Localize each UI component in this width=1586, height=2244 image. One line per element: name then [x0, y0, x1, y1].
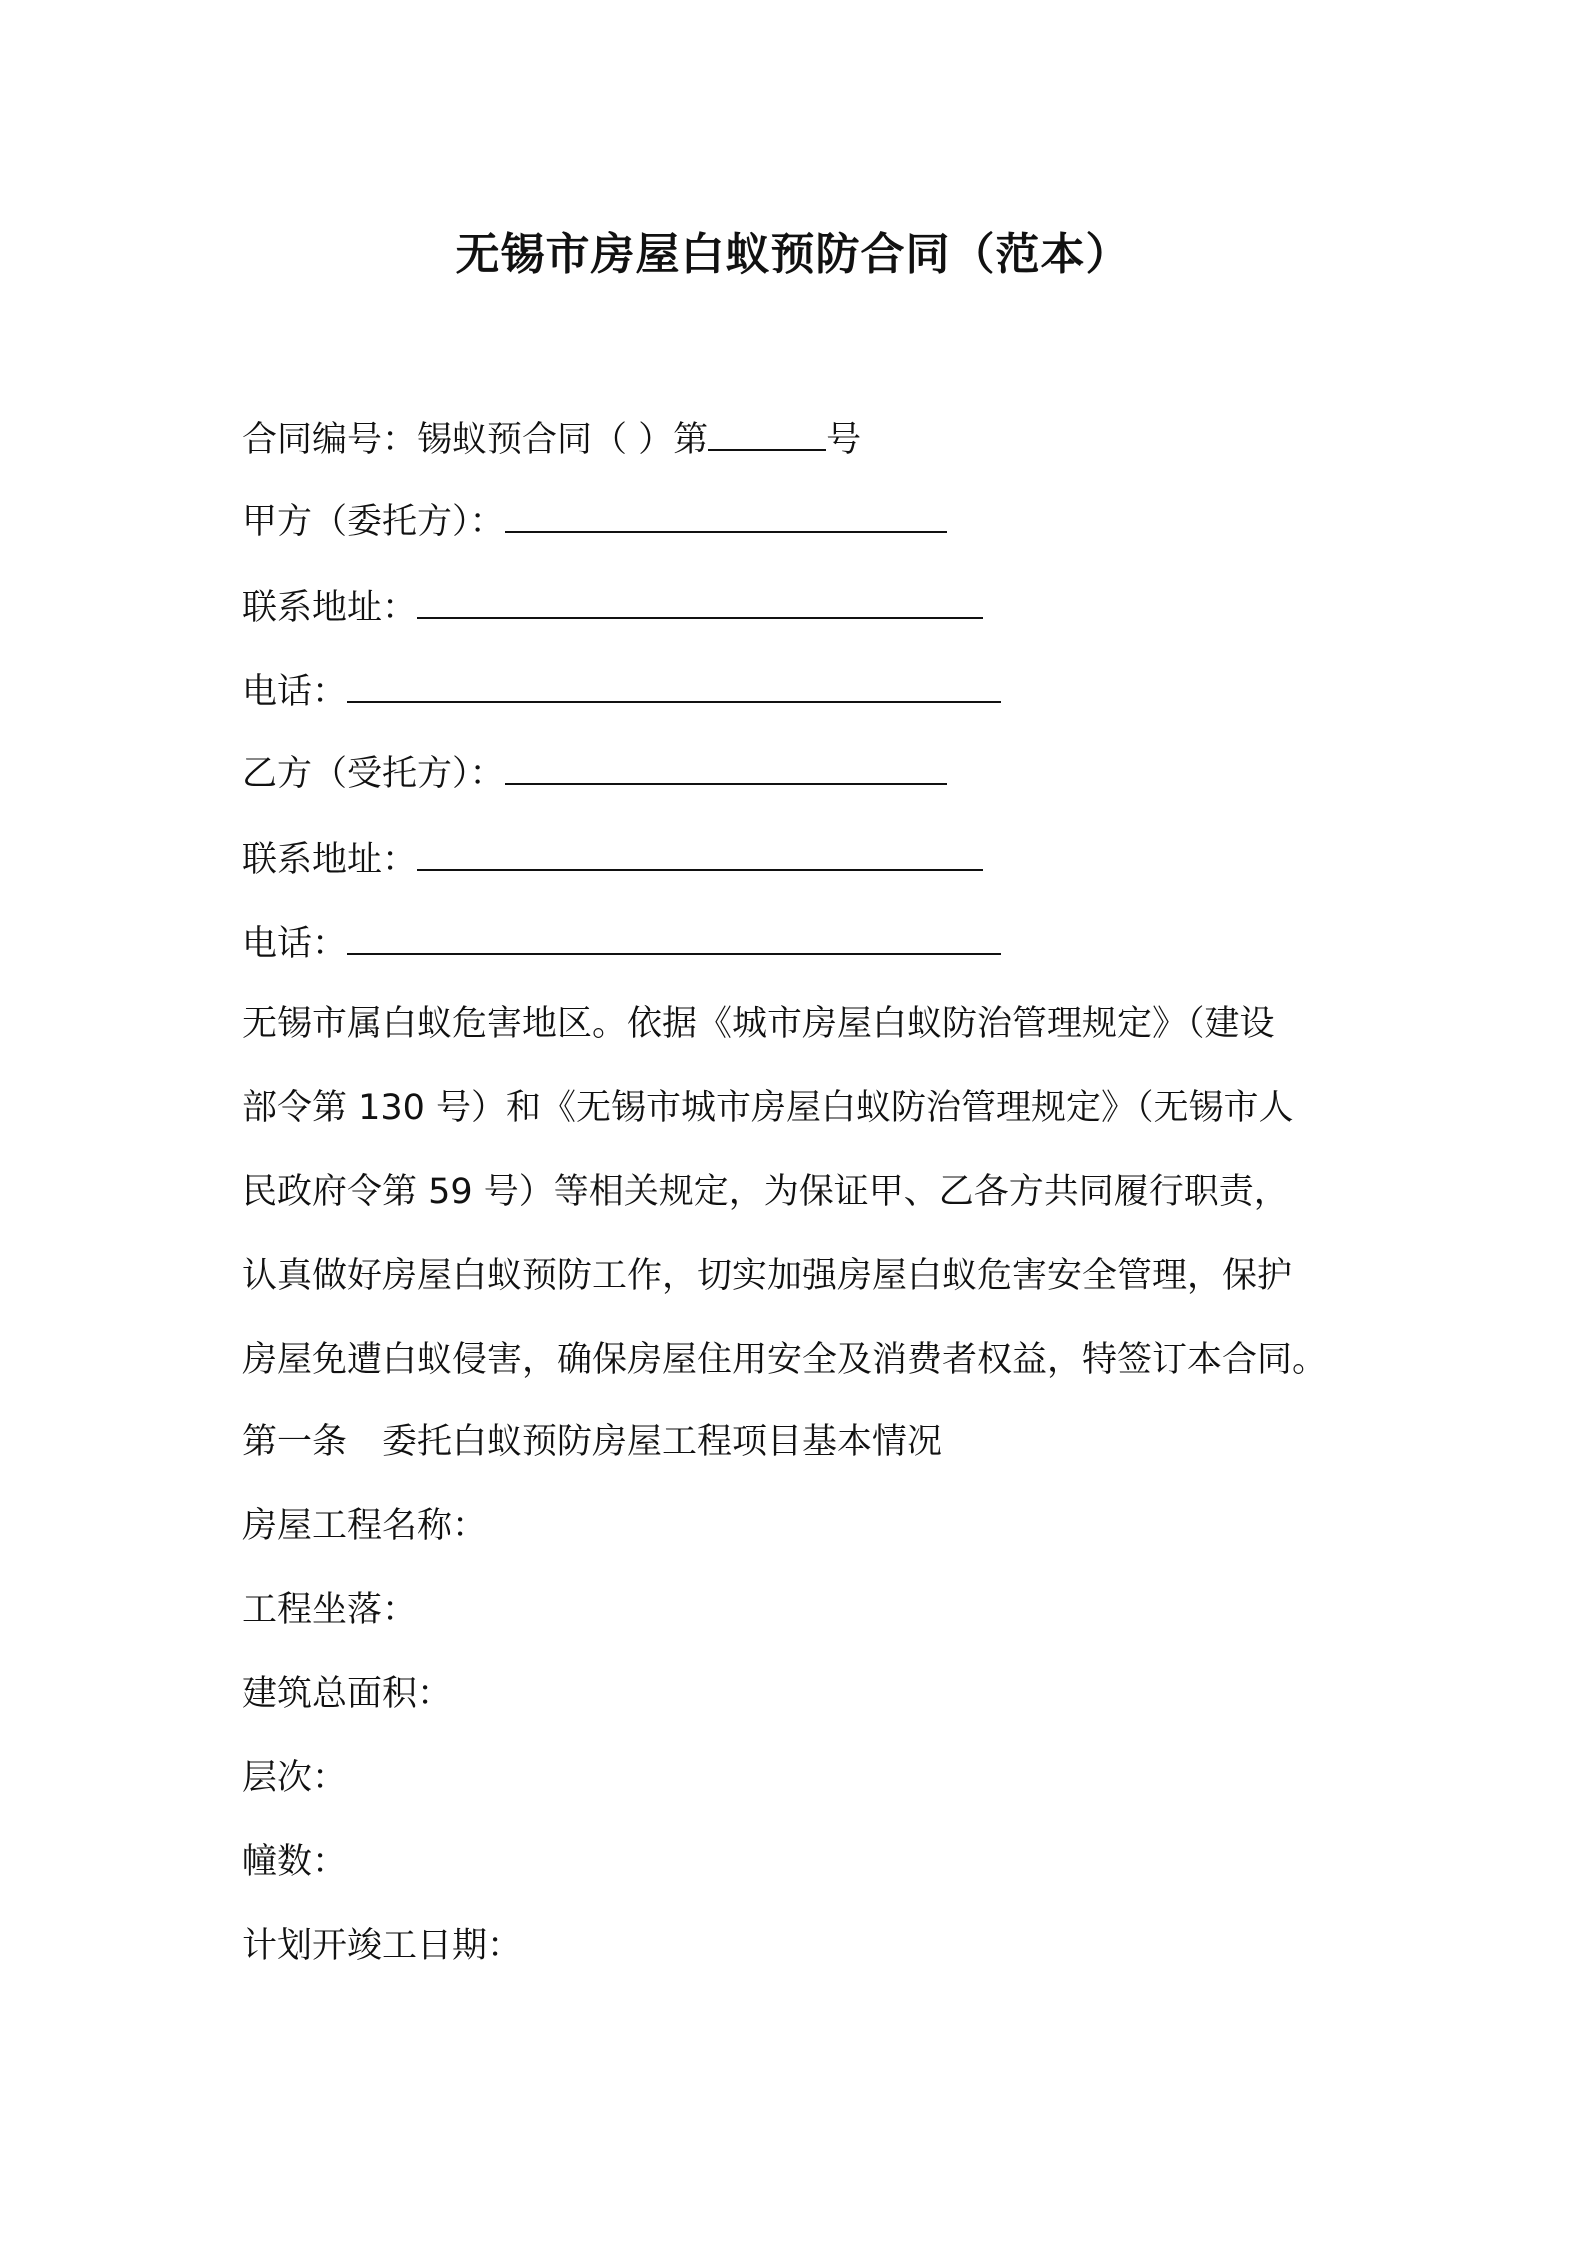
party-a-blank: [505, 501, 947, 533]
party-b-address-label: 联系地址：: [242, 840, 418, 880]
party-b-phone-blank: [347, 923, 1001, 955]
field-planned-dates: 计划开竣工日期：: [242, 1926, 523, 1966]
contract-number-line: [242, 416, 861, 464]
field-building-count: 幢数：: [242, 1842, 348, 1882]
party-b-label: 乙方（受托方）：: [242, 754, 505, 794]
preamble-line: 房屋免遭白蚁侵害，确保房屋住用安全及消费者权益，特签订本合同。: [242, 1340, 1328, 1380]
party-a-phone-line: [242, 668, 1001, 716]
preamble-line: 无锡市属白蚁危害地区。依据《城市房屋白蚁防治管理规定》（建设: [242, 1004, 1275, 1044]
party-b-blank: [505, 753, 947, 785]
party-a-address-line: [242, 584, 983, 632]
field-location: 工程坐落：: [242, 1590, 418, 1630]
field-project-name: 房屋工程名称：: [242, 1506, 488, 1546]
party-a-label: 甲方（委托方）：: [242, 502, 505, 542]
field-total-area: 建筑总面积：: [242, 1674, 453, 1714]
preamble-line: 部令第 130 号）和《无锡市城市房屋白蚁防治管理规定》（无锡市人: [242, 1088, 1294, 1128]
party-b-address-line: [242, 836, 983, 884]
preamble-line: 认真做好房屋白蚁预防工作，切实加强房屋白蚁危害安全管理，保护: [242, 1256, 1293, 1296]
party-a-phone-blank: [347, 671, 1001, 703]
contract-number-suffix: 号: [826, 420, 862, 460]
party-b-phone-line: [242, 920, 1001, 968]
party-a-line: [242, 498, 947, 546]
contract-number-blank: [708, 419, 826, 451]
party-b-phone-label: 电话：: [242, 924, 348, 964]
preamble-line: 民政府令第 59 号）等相关规定，为保证甲、乙各方共同履行职责，: [242, 1172, 1289, 1212]
article-one-heading: 第一条 委托白蚁预防房屋工程项目基本情况: [242, 1422, 943, 1462]
party-b-line: [242, 750, 947, 798]
party-a-address-blank: [417, 587, 983, 619]
party-a-phone-label: 电话：: [242, 672, 348, 712]
party-b-address-blank: [417, 839, 983, 871]
document-title: 无锡市房屋白蚁预防合同（范本）: [455, 229, 1131, 280]
party-a-address-label: 联系地址：: [242, 588, 418, 628]
contract-number-label: 合同编号：锡蚁预合同（ ）第: [242, 420, 709, 460]
field-floors: 层次：: [242, 1758, 348, 1798]
